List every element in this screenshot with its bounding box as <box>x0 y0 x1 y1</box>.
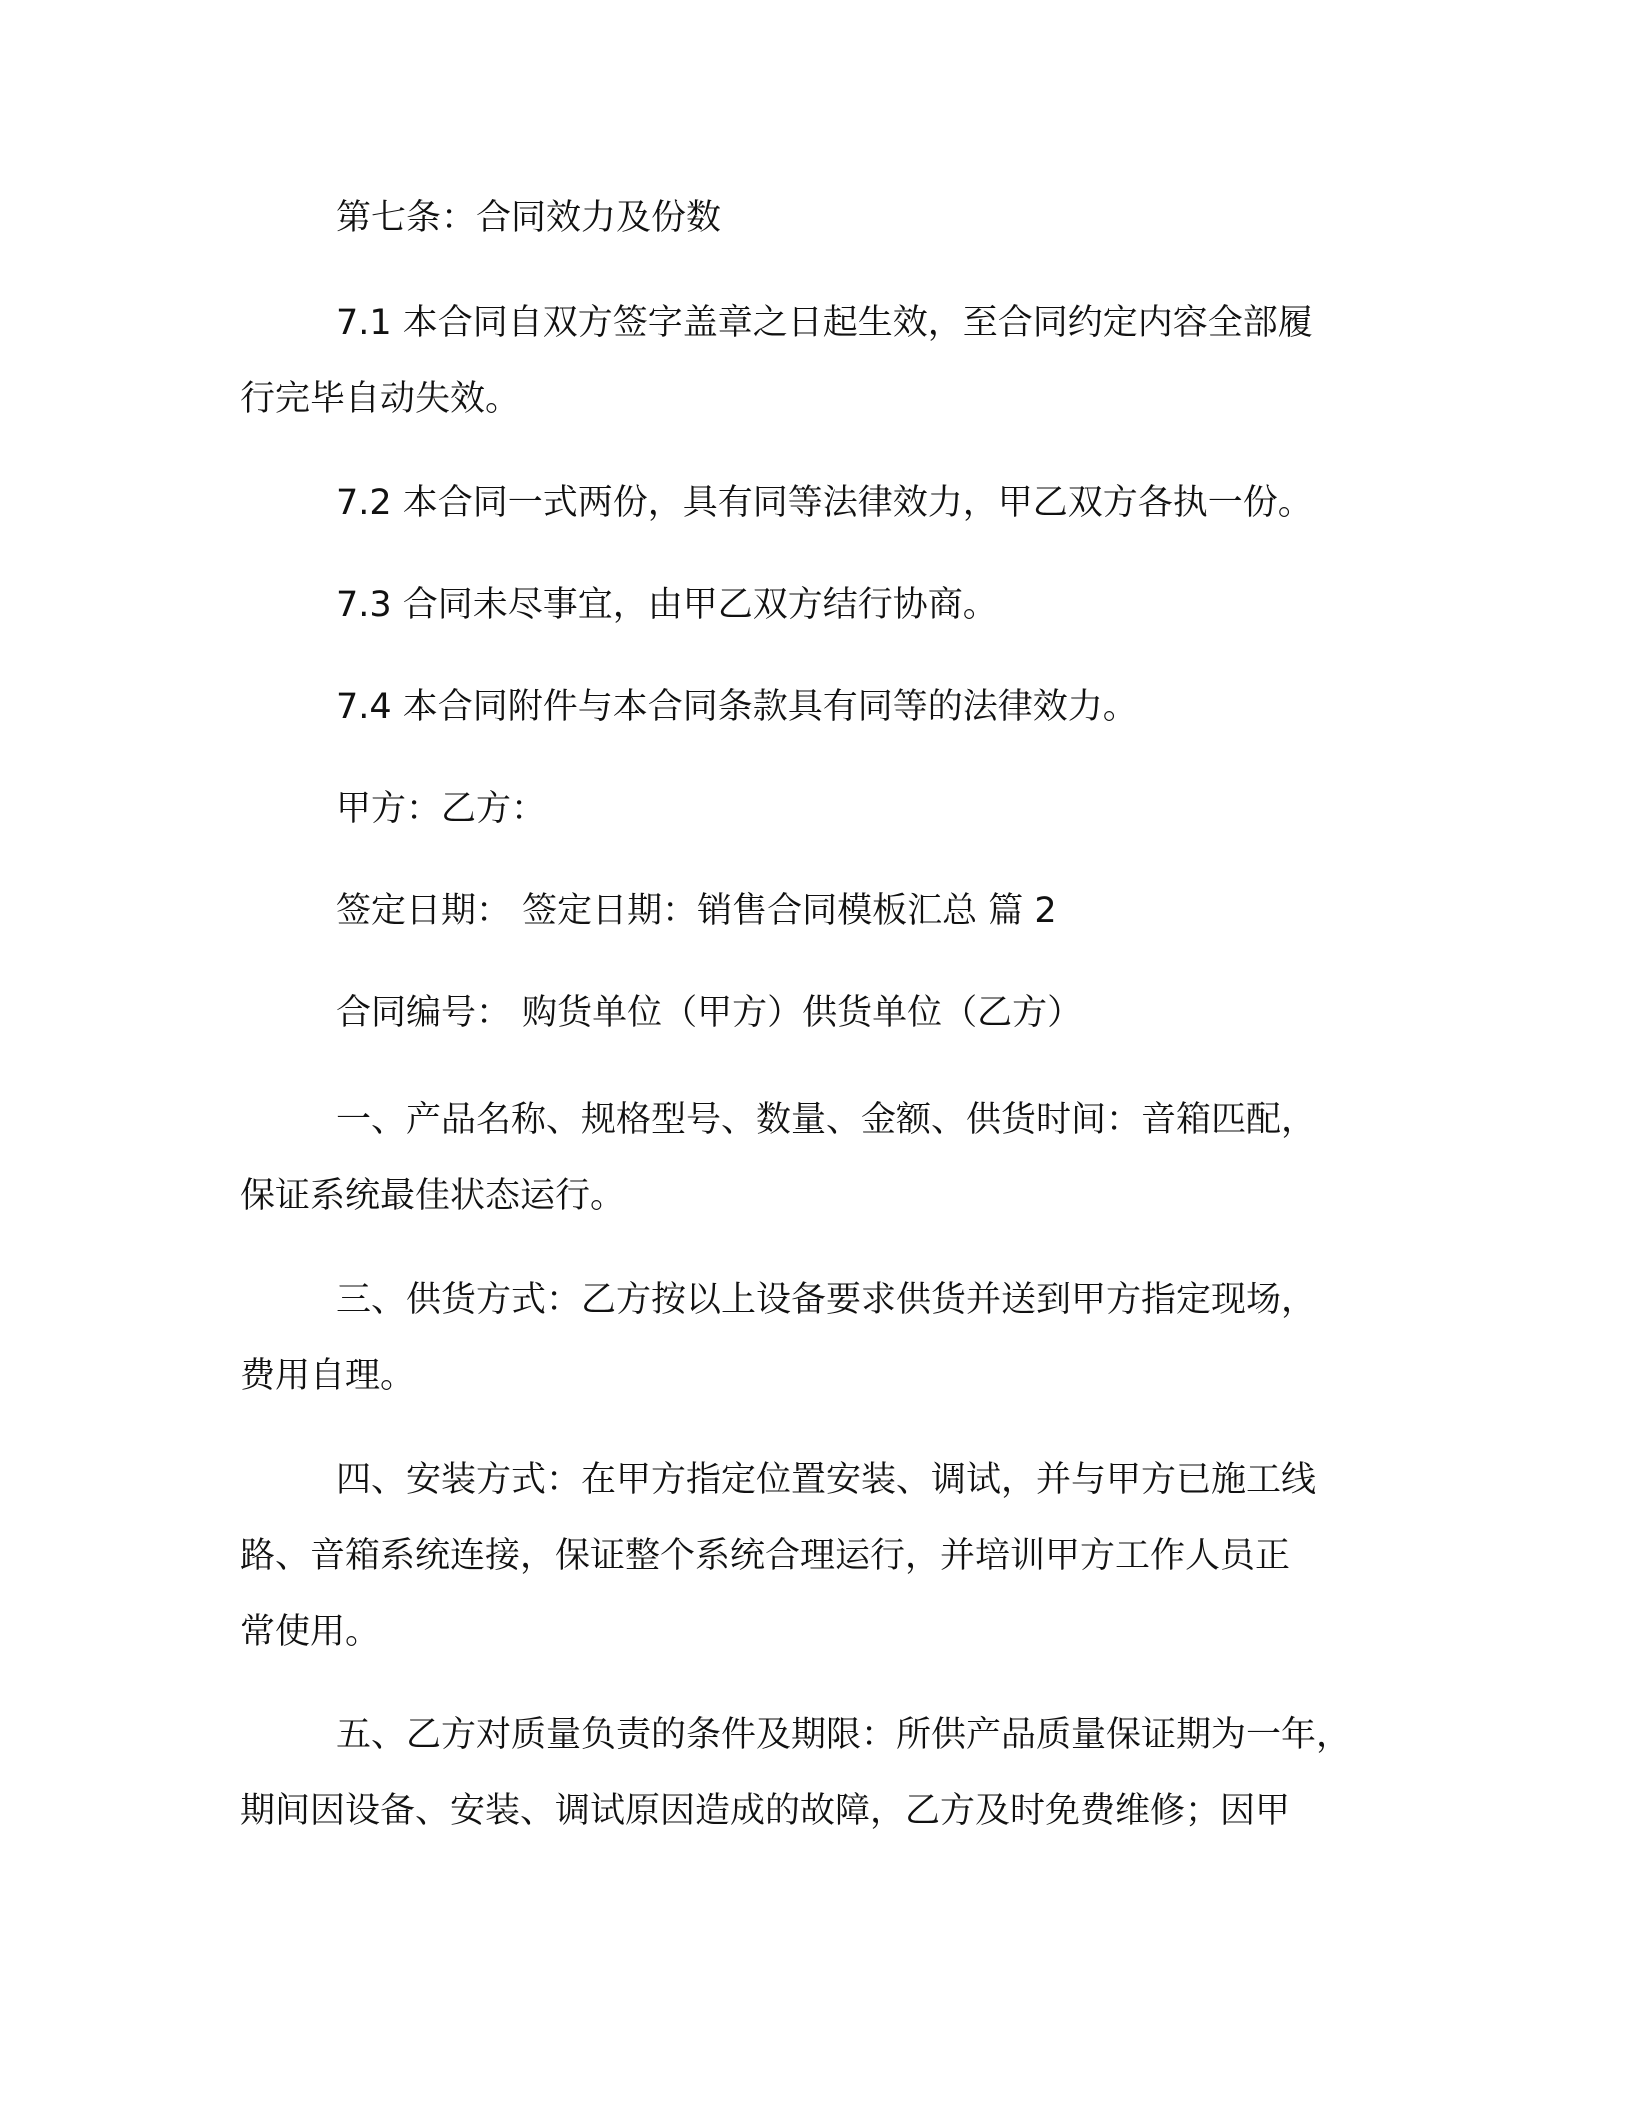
paragraph-line: 常使用。 <box>240 1612 381 1652</box>
paragraph-line: 费用自理。 <box>240 1356 416 1396</box>
paragraph-line: 签定日期： 签定日期：销售合同模板汇总 篇 2 <box>336 891 1057 931</box>
sign-date-line <box>240 873 1410 949</box>
paragraph-line: 合同编号： 购货单位（甲方）供货单位（乙方） <box>336 993 1083 1033</box>
contract-number-line <box>240 975 1410 1051</box>
section-1 <box>240 1082 1410 1234</box>
paragraph-line: 路、音箱系统连接，保证整个系统合理运行，并培训甲方工作人员正 <box>240 1536 1291 1576</box>
parties-line <box>240 771 1410 847</box>
paragraph-line: 7.3 合同未尽事宜，由甲乙双方结行协商。 <box>336 585 998 625</box>
paragraph-line: 一、产品名称、规格型号、数量、金额、供货时间：音箱匹配， <box>336 1100 1317 1140</box>
clause-7-3 <box>240 567 1410 643</box>
paragraph-line: 保证系统最佳状态运行。 <box>240 1176 626 1216</box>
paragraph-line: 三、供货方式：乙方按以上设备要求供货并送到甲方指定现场， <box>336 1280 1317 1320</box>
paragraph-line: 五、乙方对质量负责的条件及期限：所供产品质量保证期为一年， <box>336 1715 1352 1755</box>
paragraph-line: 7.2 本合同一式两份，具有同等法律效力，甲乙双方各执一份。 <box>336 483 1313 523</box>
article-7-heading <box>240 180 1410 256</box>
paragraph-line: 第七条：合同效力及份数 <box>336 198 722 238</box>
clause-7-4 <box>240 669 1410 745</box>
paragraph-line: 行完毕自动失效。 <box>240 379 521 419</box>
section-4 <box>240 1442 1410 1670</box>
section-3 <box>240 1262 1410 1414</box>
section-5 <box>240 1697 1410 1849</box>
paragraph-line: 甲方：乙方： <box>336 789 547 829</box>
clause-7-2 <box>240 465 1410 541</box>
paragraph-line: 7.4 本合同附件与本合同条款具有同等的法律效力。 <box>336 687 1138 727</box>
paragraph-line: 四、安装方式：在甲方指定位置安装、调试，并与甲方已施工线 <box>336 1460 1317 1500</box>
paragraph-line: 7.1 本合同自双方签字盖章之日起生效，至合同约定内容全部履 <box>336 303 1313 343</box>
clause-7-1 <box>240 285 1410 437</box>
paragraph-line: 期间因设备、安装、调试原因造成的故障，乙方及时免费维修；因甲 <box>240 1791 1291 1831</box>
